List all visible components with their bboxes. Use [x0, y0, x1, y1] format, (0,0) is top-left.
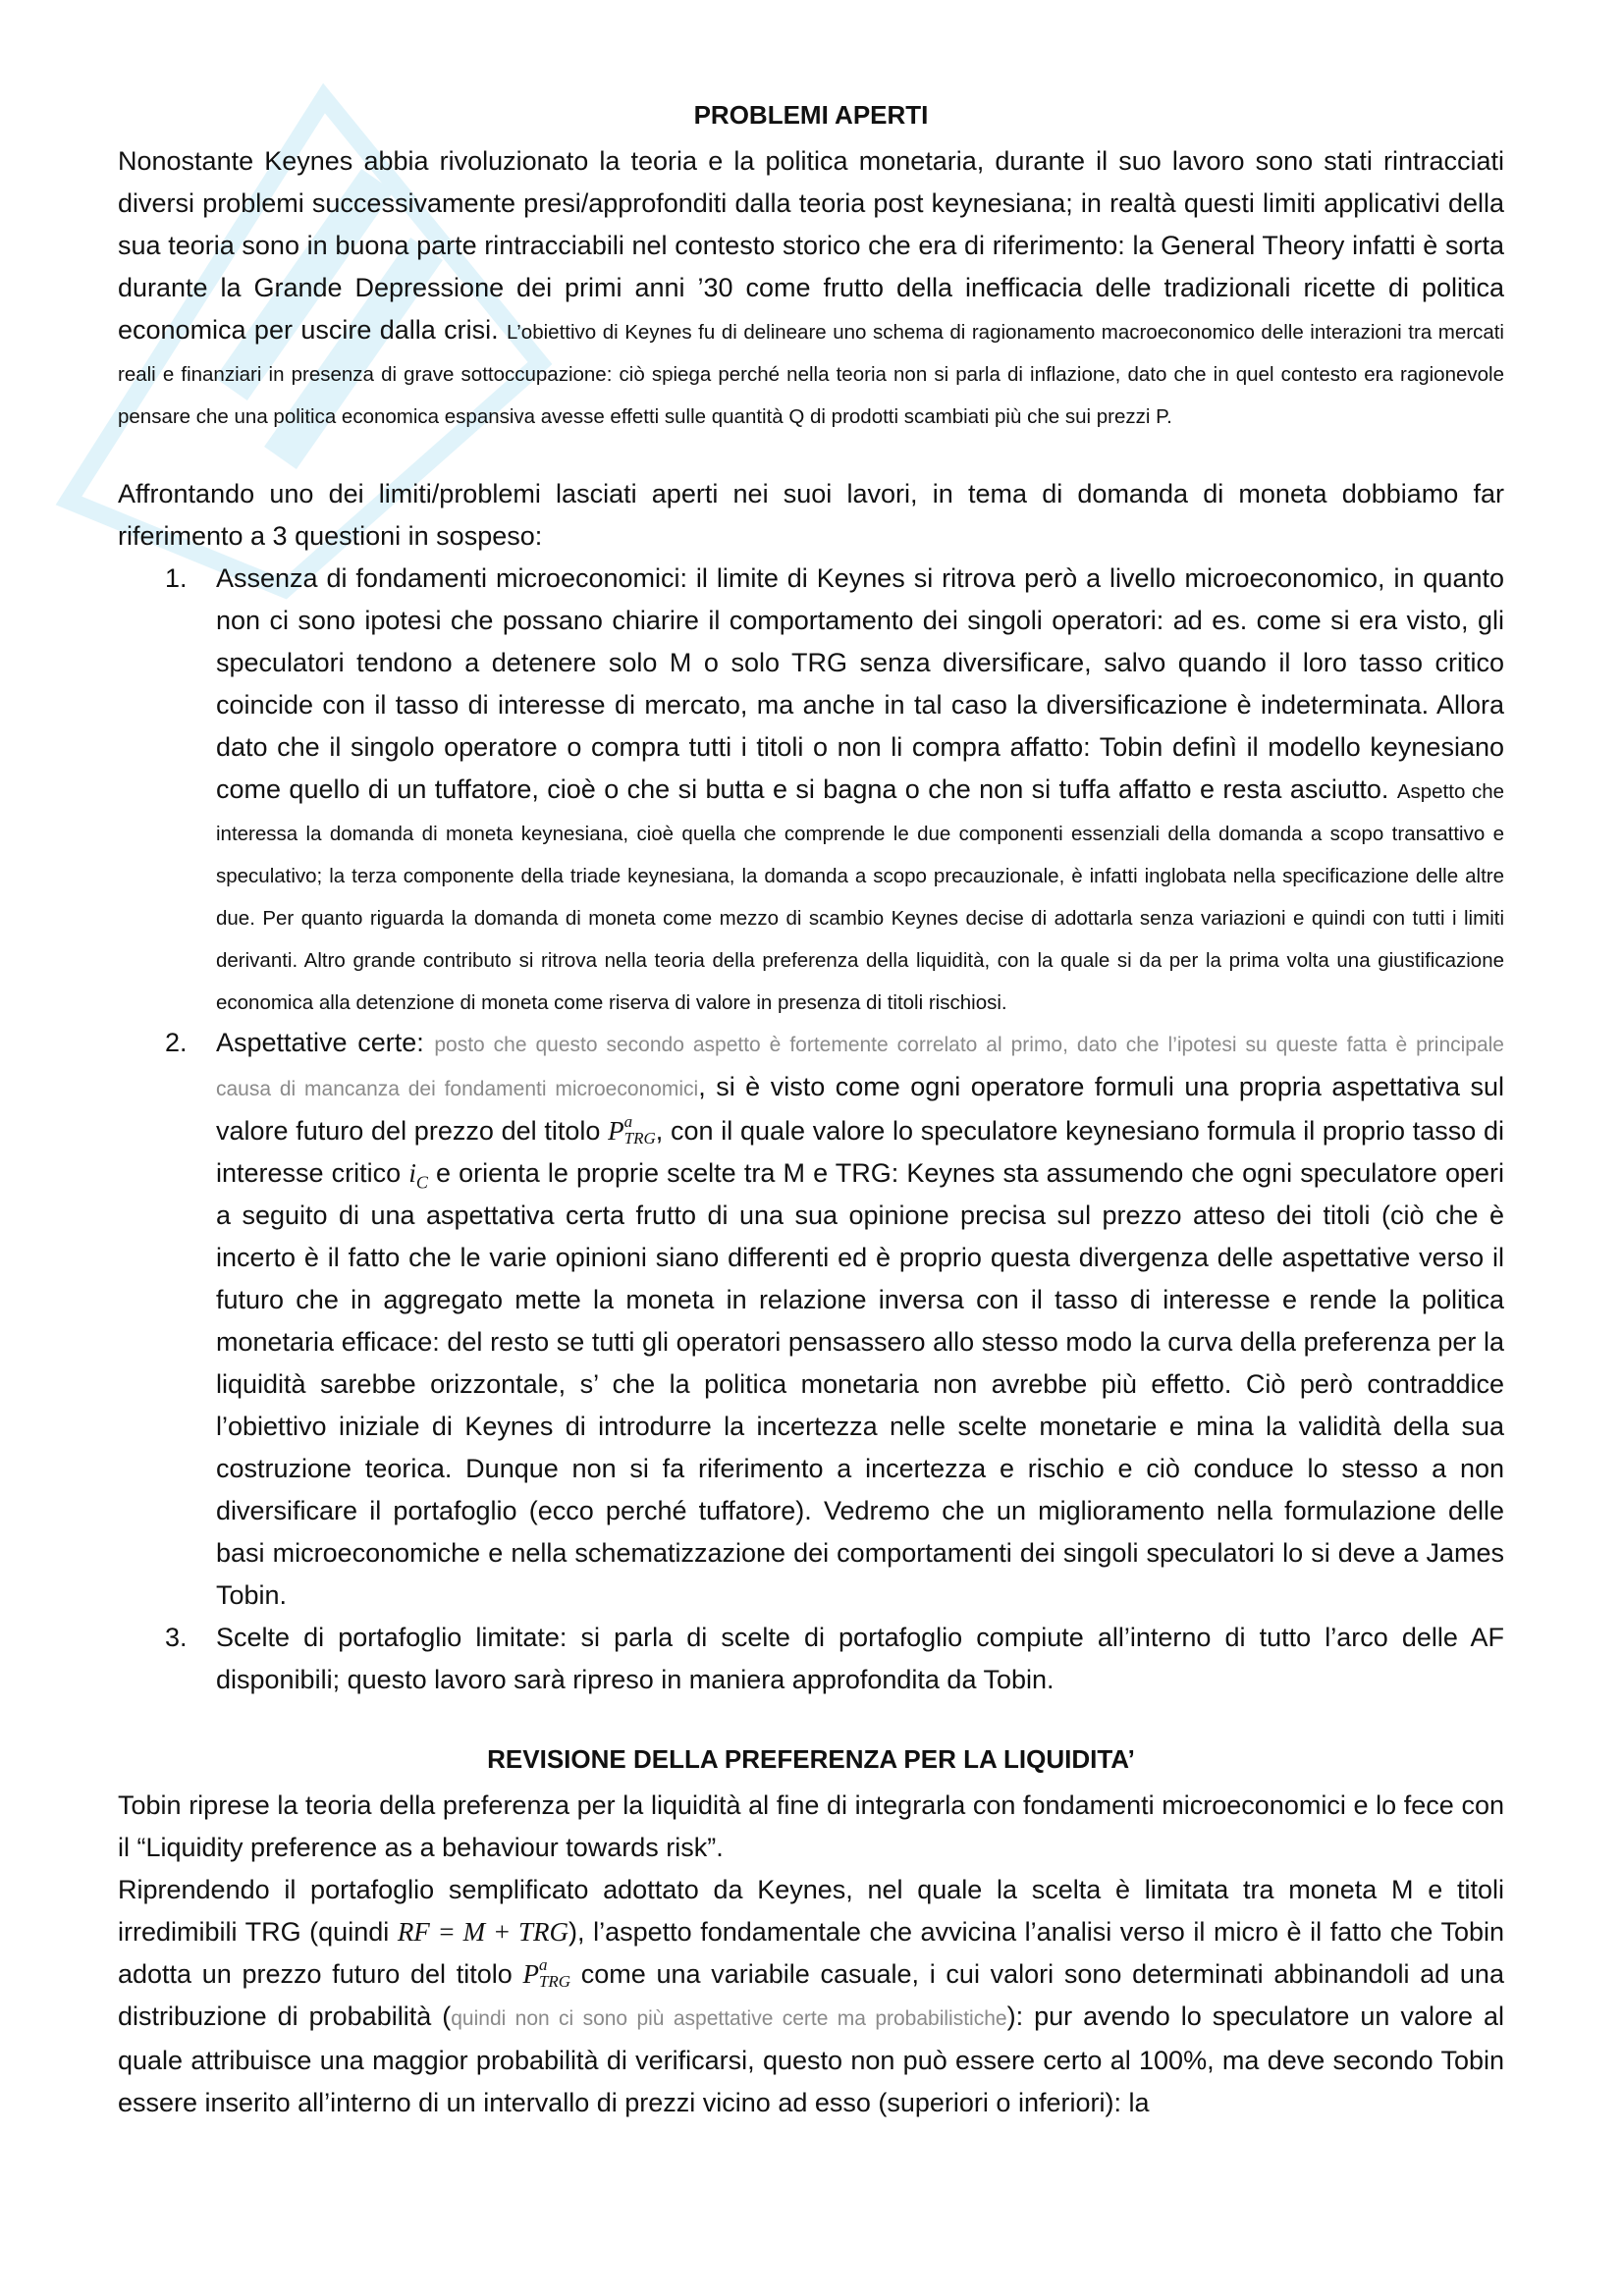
- questions-intro-paragraph: Affrontando uno dei limiti/problemi lasciati aperti nei suoi lavori, in tema di domanda di moneta dobbiamo far riferimento a 3 questioni in sospeso:: [118, 479, 1504, 551]
- section-title-revisione: REVISIONE DELLA PREFERENZA PER LA LIQUIDITA’: [487, 1744, 1135, 1774]
- item-2-text-1: , si è visto come ogni operatore formuli una propria aspettativa sul valore futuro del prezzo del titolo: [216, 1072, 1504, 1146]
- item-1-small-text: Aspetto che interessa la domanda di moneta keynesiana, cioè quella che comprende le due componenti essenziali della domanda a scopo transattivo e speculativo; la terza componente della triade keynesiana, la domanda a scopo precauzionale, è infatti inglobata nella specificazione delle altre due. Per quanto riguarda la domanda di moneta come mezzo di scambio Keynes decise di adottarla senza variazioni e quindi con tutti i limiti derivanti. Altro grande contributo si ritrova nella teoria della preferenza della liquidità, con la quale si da per la prima volta una giustificazione economica alla detenzione di moneta come riserva di valore in presenza di titoli rischiosi.: [216, 780, 1505, 1014]
- list-number: 3.: [165, 1623, 188, 1652]
- math-p-trg-a-2: P a TRG: [522, 1954, 571, 1991]
- item-1-main-text: Assenza di fondamenti microeconomici: il limite di Keynes si ritrova però a livello microeconomico, in quanto non ci sono ipotesi che possano chiarire il comportamento dei singoli operatori: ad es. come si era visto, gli speculatori tendono a detenere solo M o solo TRG senza diversificare, salvo quando il loro tasso critico coincide con il tasso di interesse di mercato, ma anche in tal caso la diversificazione è indeterminata. Allora dato che il singolo operatore o compra tutti i titoli o non li compra affatto: Tobin definì il modello keynesiano come quello di un tuffatore, cioè o che si butta e si bagna o che non si tuffa affatto e resta asciutto.: [216, 563, 1504, 804]
- math-rf-equation: RF = M + TRG: [397, 1917, 569, 1947]
- intro-small-text: L’obiettivo di Keynes fu di delineare uno schema di ragionamento macroeconomico delle interazioni tra mercati reali e finanziari in presenza di grave sottoccupazione: ciò spiega perché nella teoria non si parla di inflazione, dato che in quel contesto era ragionevole pensare che una politica economica espansiva avesse effetti sulle quantità Q di prodotti scambiati più che sui prezzi P.: [118, 321, 1504, 428]
- item-2-text-2: , con il quale valore lo speculatore keynesiano formula il proprio tasso di interesse critico: [216, 1116, 1504, 1188]
- item-2-text-3: e orienta le proprie scelte tra M e TRG: Keynes sta assumendo che ogni speculatore operi a seguito di una aspettativa certa frutto di una sua opinione precisa sul prezzo atteso dei titoli (ciò che è incerto è il fatto che le varie opinioni siano differenti ed è proprio questa divergenza delle aspettative verso il futuro che in aggregato mette la moneta in relazione inversa con il tasso di interesse e rende la politica monetaria efficace: del resto se tutti gli operatori pensassero allo stesso modo la curva della preferenza per la liquidità sarebbe orizzontale, s’ che la politica monetaria non avrebbe più effetto. Ciò però contraddice l’obiettivo iniziale di Keynes di introdurre la incertezza nelle scelte monetarie e mina la validità della sua costruzione teorica. Dunque non si fa riferimento a incertezza e rischio e ciò conduce lo stesso a non diversificare il portafoglio (ecco perché tuffatore). Vedremo che un miglioramento nella formulazione delle basi microeconomiche e nella schematizzazione dei comportamenti dei singoli speculatori lo si deve a James Tobin.: [216, 1158, 1504, 1610]
- section-title-problemi-aperti: PROBLEMI APERTI: [693, 100, 929, 130]
- intro-main-text: Nonostante Keynes abbia rivoluzionato la teoria e la politica monetaria, durante il suo lavoro sono stati rintracciati diversi problemi successivamente presi/approfonditi dalla teoria post keynesiana; in realtà questi limiti applicativi della sua teoria sono in buona parte rintracciabili nel contesto storico che era di riferimento: la General Theory infatti è sorta durante la Grande Depressione dei primi anni ’30 come frutto della inefficacia delle tradizionali ricette di politica economica per uscire dalla crisi.: [118, 146, 1504, 345]
- item-2-lead: Aspettative certe:: [216, 1028, 424, 1057]
- tobin-intro-paragraph: Tobin riprese la teoria della preferenza per la liquidità al fine di integrarla con fondamenti microeconomici e lo fece con il “Liquidity preference as a behaviour towards risk”.: [118, 1790, 1504, 1862]
- list-item-2: [118, 1022, 1504, 1617]
- item-2-grey-note: posto che questo secondo aspetto è fortemente correlato al primo, dato che l’ipotesi su queste fatta è principale causa di mancanza dei fondamenti microeconomici: [216, 1034, 1504, 1100]
- intro-paragraph: [118, 140, 1504, 436]
- math-i-c: $i_C$: [408, 1158, 428, 1193]
- list-item-3: [118, 1617, 1504, 1701]
- tobin-grey-note: quindi non ci sono più aspettative certe ma probabilistiche: [451, 2007, 1007, 2030]
- open-questions-list: [118, 558, 1504, 1701]
- document-page: [118, 96, 1504, 2124]
- math-p-trg-a: P a TRG: [608, 1111, 656, 1148]
- tobin-portfolio-paragraph: Riprendendo il portafoglio semplificato adottato da Keynes, nel quale la scelta è limitata tra moneta M e titoli irredimibili TRG (quindi RF = M + TRG), l’aspetto fondamentale che avvicina l’analisi verso il micro è il fatto che Tobin adotta un prezzo futuro del titolo P a TRG come una variabile casuale, i cui valori sono determinati abbinandoli ad una distribuzione di probabilità (quindi non ci sono più aspettative certe ma probabilistiche): pur avendo lo speculatore un valore al quale attribuisce una maggior probabilità di verificarsi, questo non può essere certo al 100%, ma deve secondo Tobin essere inserito all’interno di un intervallo di prezzi vicino ad esso (superiori o inferiori): la: [118, 1875, 1505, 2117]
- list-item-1: [118, 558, 1504, 1022]
- list-number: 2.: [165, 1028, 188, 1057]
- list-number: 1.: [165, 563, 188, 593]
- item-3-main-text: Scelte di portafoglio limitate: si parla di scelte di portafoglio compiute all’interno di tutto l’arco delle AF disponibili; questo lavoro sarà ripreso in maniera approfondita da Tobin.: [216, 1623, 1504, 1694]
